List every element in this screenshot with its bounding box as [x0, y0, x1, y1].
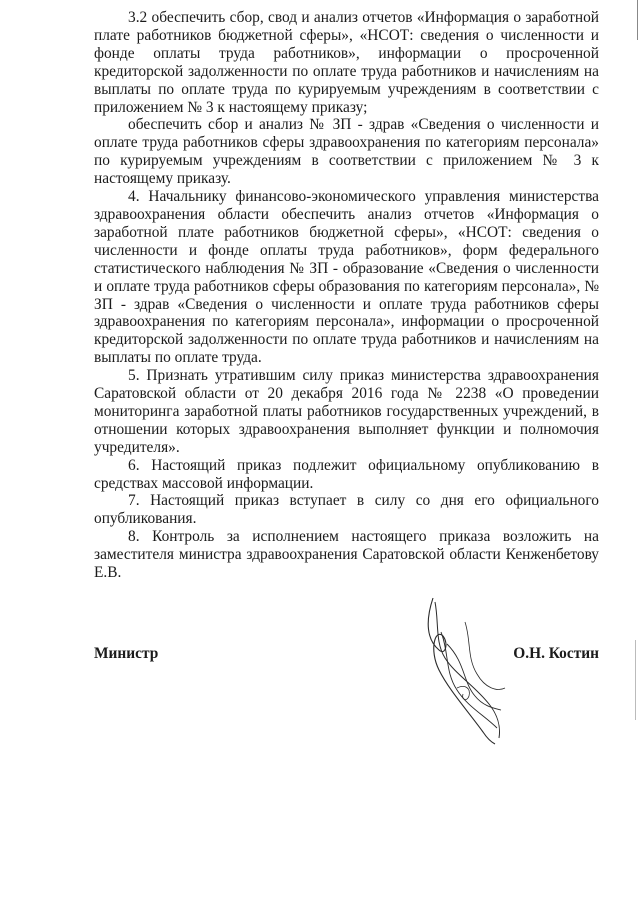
signature-row — [94, 645, 599, 667]
signatory-name: О.Н. Костин — [513, 645, 599, 662]
paragraph-3-2: 3.2 обеспечить сбор, свод и анализ отчетов «Информация о заработной плате работников бюджетной сферы», «НСОТ: сведения о численности и фонде оплаты труда работников», информации о просроченной кредиторской задолженности по оплате труда работников и начислениям на выплаты по оплате труда по курируемым учреждениям в соответствии с приложением № 3 к настоящему приказу; — [94, 9, 599, 116]
paragraph-7: 7. Настоящий приказ вступает в силу со дня его официального опубликования. — [94, 492, 599, 528]
scan-edge-mark — [637, 0, 638, 40]
scan-edge-mark — [635, 640, 636, 720]
paragraph-6: 6. Настоящий приказ подлежит официальному опубликованию в средствах массовой информации. — [94, 456, 599, 492]
paragraph-5: 5. Признать утратившим силу приказ министерства здравоохранения Саратовской области от 20 декабря 2016 года № 2238 «О проведении мониторинга заработной платы работников государственных учреждений, в отношении которых здравоохранения выполняет функции и полномочия учредителя». — [94, 367, 599, 456]
handwritten-signature — [405, 592, 515, 752]
paragraph-collect-zp-zdrav: обеспечить сбор и анализ № ЗП - здрав «Сведения о численности и оплате труда работников сферы здравоохранения по категориям персонала» по курируемым учреждениям в соответствии с приложением № 3 к настоящему приказу. — [94, 116, 599, 188]
order-body-text — [94, 9, 599, 582]
signatory-title: Министр — [94, 645, 159, 662]
paragraph-8: 8. Контроль за исполнением настоящего приказа возложить на заместителя министра здравоохранения Саратовской области Кенженбетову Е.В. — [94, 528, 599, 582]
paragraph-4: 4. Начальнику финансово-экономического управления министерства здравоохранения области обеспечить анализ отчетов «Информация о заработной плате работников бюджетной сферы», «НСОТ: сведения о численности и фонде оплаты труда работников», форм федерального статистического наблюдения № ЗП - образование «Сведения о численности и оплате труда работников сферы образования по категориям персонала», № ЗП - здрав «Сведения о численности и оплате труда работников сферы здравоохранения по категориям персонала», информации о просроченной кредиторской задолженности по оплате труда работников и начислениям на выплаты по оплате труда. — [94, 188, 599, 367]
